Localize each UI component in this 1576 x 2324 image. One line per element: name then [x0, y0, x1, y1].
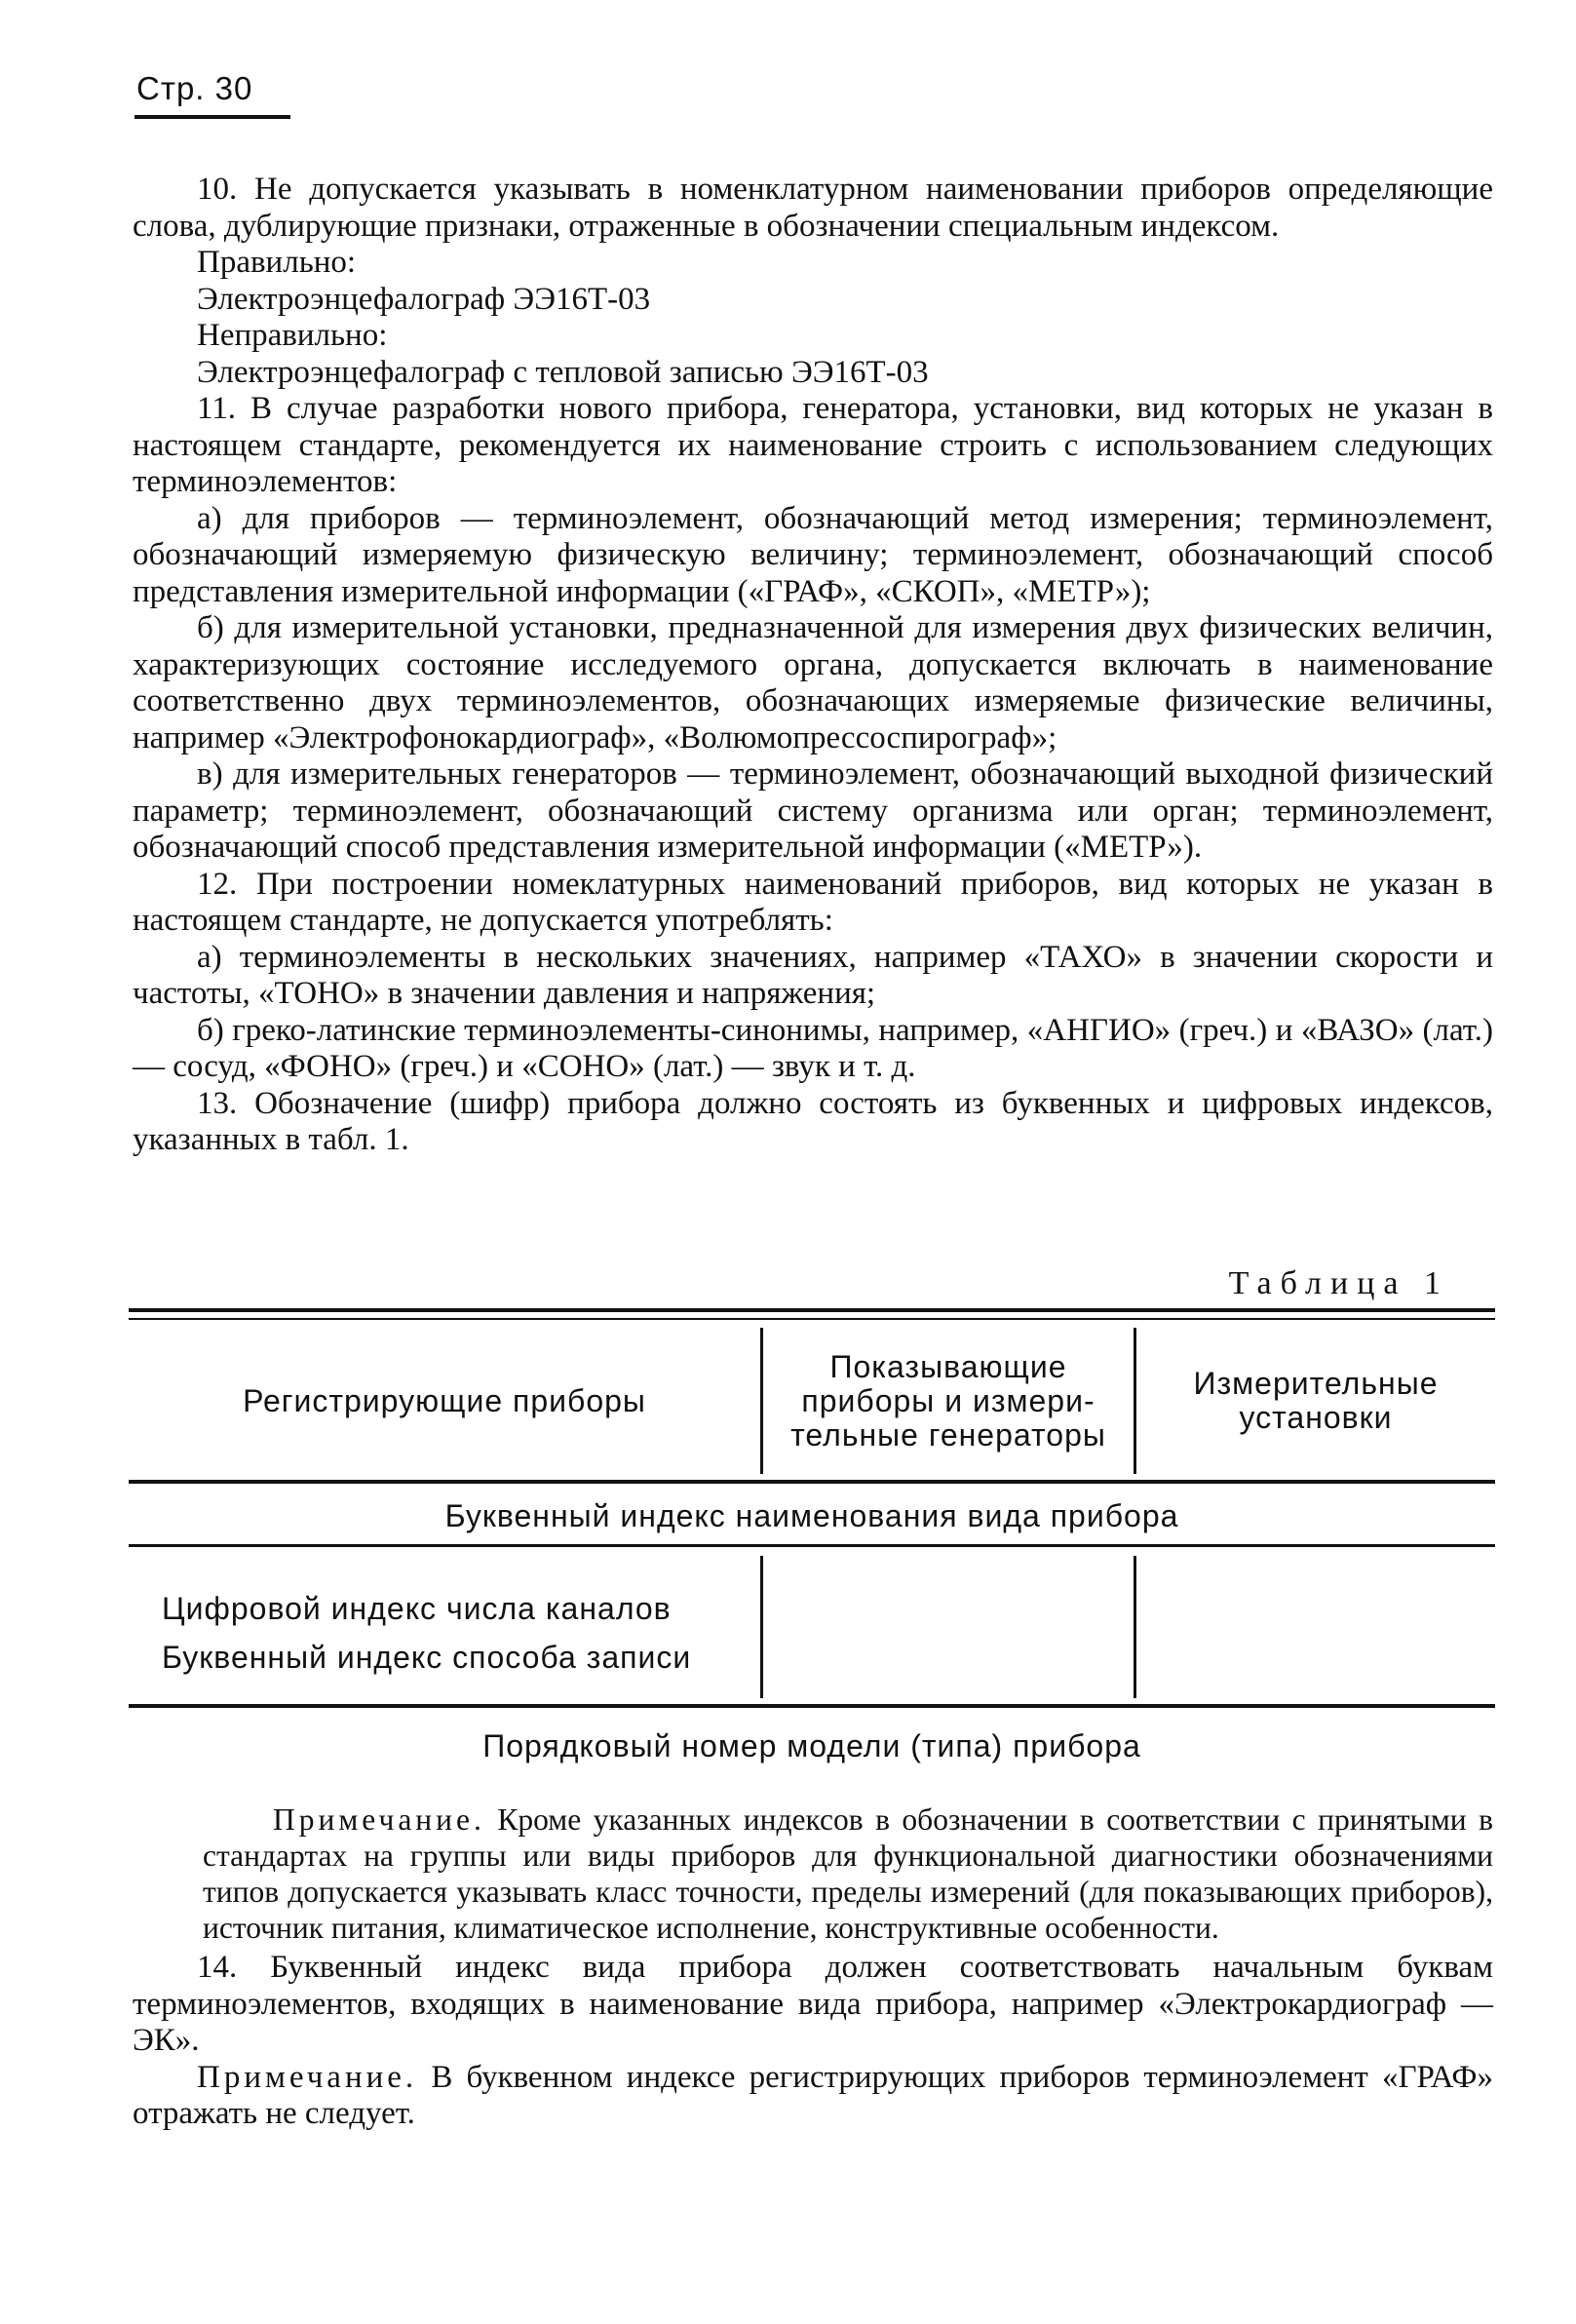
paragraph-11c: в) для измерительных генераторов — терминоэлемент, обозначающий выходной физический параметр; терминоэлемент, обозначающий систему организма или орган; терминоэлемент, обозначающий способ представления измерительной информации («МЕТР»). — [133, 756, 1493, 865]
col-divider-3 — [760, 1556, 763, 1698]
col-divider-4 — [1134, 1556, 1136, 1698]
paragraph-11b: б) для измерительной установки, предназначенной для измерения двух физических величин, характеризующих состояние исследуемого органа, допускается включать в наименование соответственно двух терминоэлементов, обозначающих измеряемые физические величины, например «Электрофонокардиограф», «Волюмопрессоспирограф»; — [133, 610, 1493, 755]
row-digit-index: Цифровой индекс числа каналов — [162, 1591, 672, 1626]
row-record-index: Буквенный индекс способа записи — [162, 1640, 692, 1675]
paragraph-10: 10. Не допускается указывать в номенклатурном наименовании приборов определяющие слова, дублирующие признаки, отраженные в обозначении специальным индексом. — [133, 172, 1493, 244]
column-header-installations-line-1: Измерительные — [1193, 1366, 1439, 1401]
paragraph-11: 11. В случае разработки нового прибора, генератора, установки, вид которых не указан в настоящем стандарте, рекомендуется их наименование строить с использованием следующих терминоэлементов: — [133, 391, 1493, 499]
column-header-recording: Регистрирующие приборы — [243, 1382, 646, 1418]
body-text — [133, 172, 1493, 1159]
note-1-label: Примечание. — [273, 1802, 485, 1837]
example-correct: Электроэнцефалограф ЭЭ16Т-03 — [197, 281, 651, 317]
column-header-indicating-line-2: приборы и измери- — [801, 1382, 1096, 1418]
paragraph-13: 13. Обозначение (шифр) прибора должно состоять из буквенных и цифровых индексов, указанных в табл. 1. — [133, 1085, 1493, 1157]
header-bottom-rule — [129, 1480, 1495, 1484]
column-header-installations — [1136, 1328, 1495, 1474]
column-header-indicating-line-3: тельные генераторы — [790, 1416, 1106, 1452]
paragraph-11a: а) для приборов — терминоэлемент, обозначающий метод измерения; терминоэлемент, обозначающий измеряемую физическую величину; терминоэлемент, обозначающий способ представления измерительной информации («ГРАФ», «СКОП», «МЕТР»); — [133, 500, 1493, 609]
table-top-rule-inner — [129, 1318, 1495, 1320]
row-rule-2 — [129, 1704, 1495, 1708]
row-rule-1 — [129, 1544, 1495, 1547]
label-incorrect: Неправильно: — [197, 318, 388, 353]
table-top-rule — [129, 1308, 1495, 1312]
note-1-text: Кроме указанных индексов в обозначении в соответствии с принятыми в стандартах на группы или виды приборов для функциональной диагностики обозначениями типов допускается указывать класс точности, пределы измерений (для показывающих приборов), источник питания, климатическое исполнение, конструктивные особенности. — [203, 1802, 1493, 1945]
header-rule — [135, 115, 290, 119]
note-2-text: В буквенном индексе регистрирующих приборов терминоэлемент «ГРАФ» отражать не следует. — [133, 2059, 1493, 2131]
example-incorrect: Электроэнцефалограф с тепловой записью ЭЭ16Т-03 — [197, 354, 929, 390]
notes-text — [133, 1801, 1493, 2133]
column-header-installations-line-2: установки — [1239, 1400, 1393, 1435]
label-correct: Правильно: — [197, 245, 357, 280]
paragraph-12b: б) греко-латинские терминоэлементы-синонимы, например, «АНГИО» (греч.) и «ВАЗО» (лат.) — сосуд, «ФОНО» (греч.) и «СОНО» (лат.) — звук и т. д. — [133, 1012, 1493, 1084]
note-2-label: Примечание. — [197, 2059, 418, 2095]
row-serial: Порядковый номер модели (типа) прибора — [482, 1727, 1141, 1763]
note-2 — [133, 2060, 1493, 2133]
paragraph-12: 12. При построении номеклатурных наименований приборов, вид которых не указан в настоящем стандарте, не допускается употреблять: — [133, 866, 1493, 938]
column-header-indicating — [763, 1328, 1134, 1474]
paragraph-12a: а) терминоэлементы в нескольких значениях, например «ТАХО» в значении скорости и частоты, «ТОНО» в значении давления и напряжения; — [133, 939, 1493, 1011]
note-1 — [133, 1801, 1493, 1946]
paragraph-14: 14. Буквенный индекс вида прибора должен соответствовать начальным буквам терминоэлементов, входящих в наименование вида прибора, например «Электрокардиограф — ЭК». — [133, 1950, 1493, 2058]
page-number: Стр. 30 — [136, 70, 253, 106]
column-header-indicating-line-1: Показывающие — [829, 1348, 1067, 1384]
row-letter-index: Буквенный индекс наименования вида прибора — [444, 1497, 1179, 1533]
table-caption: Таблица 1 — [1228, 1265, 1449, 1301]
